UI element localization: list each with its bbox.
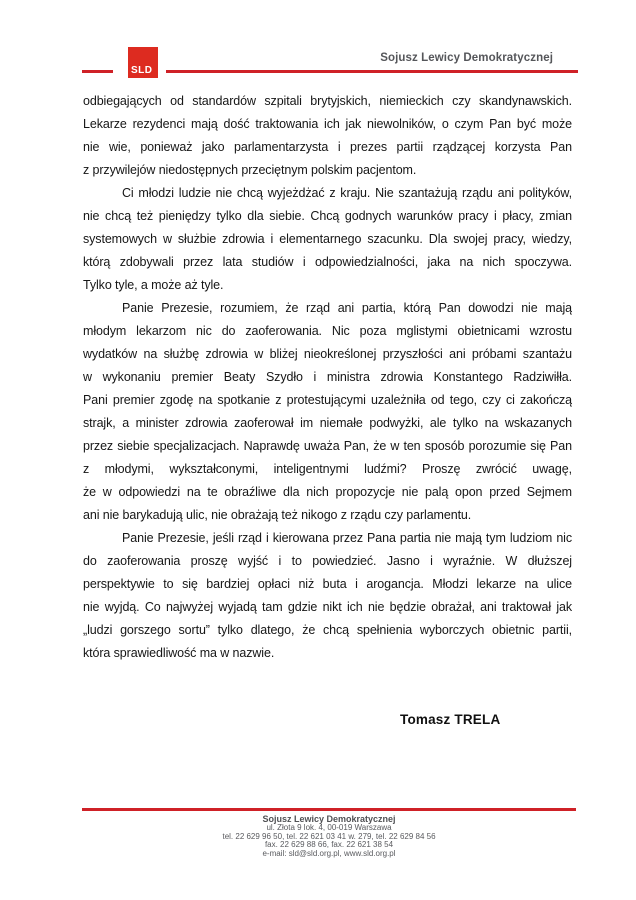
paragraph-line: Tylko tyle, a może aż tyle.: [83, 278, 224, 292]
footer-org-name: Sojusz Lewicy Demokratycznej: [262, 814, 396, 824]
paragraph-line: wydatków na służbę zdrowia w bliżej nieokreślonej przyszłości ani próbami szantażu: [83, 347, 572, 361]
footer-email: e-mail: sld@sld.org.pl, www.sld.org.pl: [262, 848, 396, 858]
paragraph-line: do zaoferowania proszę wyjść i to powiedzieć. Jasno i wyraźnie. W dłuższej: [83, 554, 572, 568]
paragraph-line: strajk, a minister zdrowia zaoferował im niemałe podwyżki, ale tylko na wskazanych: [83, 416, 572, 430]
paragraph: [83, 297, 572, 527]
paragraph-line: z przywilejów niedostępnych przeciętnym polskim pacjentom.: [83, 163, 417, 177]
paragraph-line: Panie Prezesie, rozumiem, że rząd ani partia, którą Pan dowodzi nie mają: [122, 301, 572, 315]
header-org-name: Sojusz Lewicy Demokratycznej: [380, 52, 553, 64]
signature: Tomasz TRELA: [400, 712, 501, 727]
paragraph-line: ani nie barykadują ulic, nie obrażają też nikogo z rządu czy parlamentu.: [83, 508, 472, 522]
paragraph-line: systemowych w służbie zdrowia i elementarnego szacunku. Dla swojej pracy, wiedzy,: [83, 232, 572, 246]
paragraph: [83, 182, 572, 297]
header-rule: [166, 70, 578, 73]
paragraph-line: Panie Prezesie, jeśli rząd i kierowana przez Pana partia nie mają tym ludziom nic: [122, 531, 572, 545]
paragraph-line: nie wie, ponieważ jako parlamentarzysta i prezes partii rządzącej korzysta Pan: [83, 140, 572, 154]
footer-faxes: fax. 22 629 88 66, fax. 22 621 38 54: [264, 840, 394, 849]
paragraph-line: z młodymi, wykształconymi, inteligentnymi ludźmi? Proszę zwrócić uwagę,: [83, 462, 572, 476]
paragraph-line: Pani premier zgodę na spotkanie z protestującymi uzależniła od tego, czy ci zakończą: [83, 393, 572, 407]
paragraph-line: nie wyjdą. Co najwyżej wyjadą tam gdzie nikt ich nie będzie obrażał, ani traktował jak: [83, 600, 572, 614]
paragraph-line: Ci młodzi ludzie nie chcą wyjeżdżać z kraju. Nie szantażują rządu ani polityków,: [122, 186, 572, 200]
footer: [82, 814, 576, 858]
paragraph-line: młodym lekarzom nic do zaoferowania. Nic poza mglistymi obietnicami wzrostu: [83, 324, 572, 338]
paragraph-line: która sprawiedliwość ma w nazwie.: [83, 646, 275, 660]
paragraph-line: odbiegających od standardów szpitali brytyjskich, niemieckich czy skandynawskich.: [83, 94, 572, 108]
header-rule-left: [82, 70, 113, 73]
footer-rule: [82, 808, 576, 811]
paragraph-line: przez siebie specjalizacjach. Naprawdę uważa Pan, że w ten sposób porozumie się Pan: [83, 439, 572, 453]
paragraph: [83, 90, 572, 182]
letter-body: [83, 90, 572, 665]
footer-address: ul. Złota 9 lok. 4, 00-019 Warszawa: [266, 823, 392, 832]
paragraph-line: Lekarze rezydenci mają dość traktowania ich jak niewolników, o czym Pan być może: [83, 117, 572, 131]
sld-logo-text: SLD: [131, 65, 153, 76]
paragraph-line: w wykonaniu premier Beaty Szydło i ministra zdrowia Konstantego Radziwiłła.: [83, 370, 572, 384]
sld-logo: [128, 47, 158, 78]
paragraph-line: że w odpowiedzi na te obraźliwe dla nich propozycje nie palą opon przed Sejmem: [83, 485, 572, 499]
footer-phones: tel. 22 629 96 50, tel. 22 621 03 41 w. 279, tel. 22 629 84 56: [222, 831, 436, 841]
paragraph-line: perspektywie to się bardziej opłaci niż buta i arogancja. Młodzi lekarze na ulice: [83, 577, 572, 591]
paragraph-line: którą zdobywali przez lata studiów i odpowiedzialności, jaka na nich spoczywa.: [83, 255, 572, 269]
paragraph-line: nie chcą też pieniędzy tylko dla siebie. Chcą godnych warunków pracy i płacy, zmian: [83, 209, 572, 223]
paragraph-line: „ludzi gorszego sortu” tylko dlatego, że chcą spełnienia wyborczych obietnic partii,: [83, 623, 572, 637]
paragraph: [83, 527, 572, 665]
